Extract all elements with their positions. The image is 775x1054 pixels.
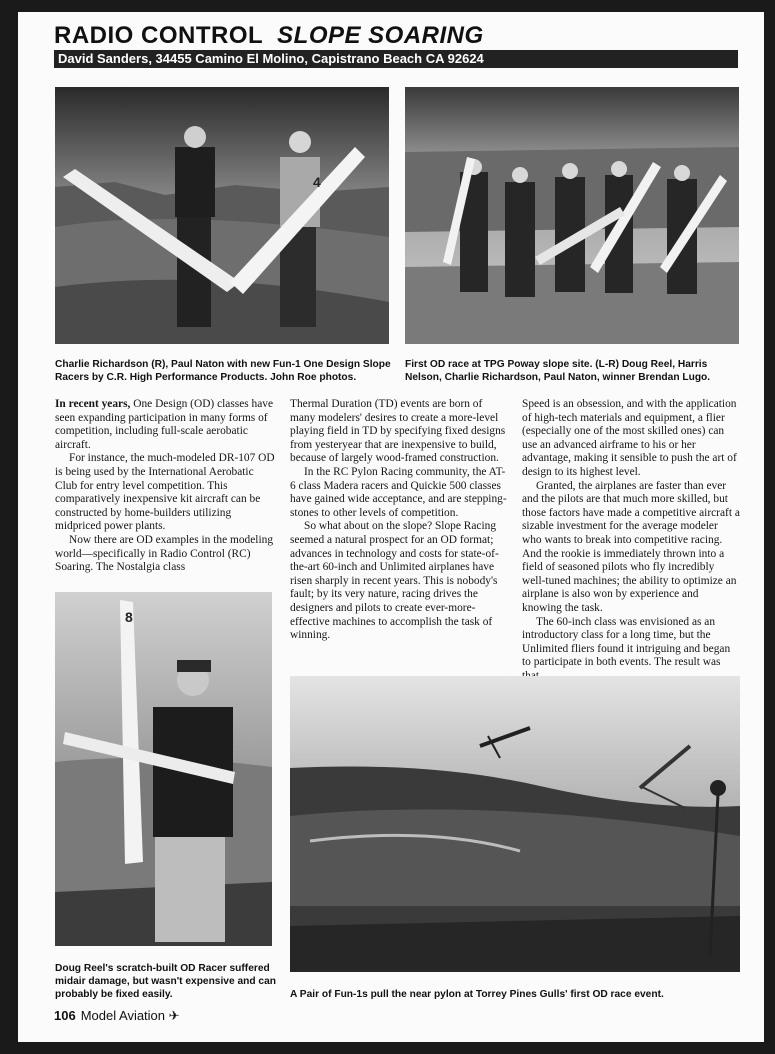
col2-paragraph-3: So what about on the slope? Slope Racing seemed a natural prospect for an OD format; advances in technology and costs for state-of-the-art 60-inch and Unlimited airplanes have risen sharply in recent years. This is nobody's fault; by its very nature, racing drives the designers and pilots to create ever-more-effective machines to accomplish the task of winning.	[290, 520, 499, 642]
col2-paragraph-1: Thermal Duration (TD) events are born of many modelers' desires to create a more-level playing field in TD by specifying fixed designs from yesteryear that are inexpensive to build, because of largely wood-framed construction.	[290, 398, 506, 465]
wing-number-8: 8	[125, 609, 133, 625]
photo-fun1-near-pylon	[290, 676, 740, 972]
photo-pilots-with-gliders	[55, 87, 389, 344]
article-lead-in: In recent years,	[55, 398, 131, 410]
photo-od-racer	[55, 592, 272, 946]
caption-photo-4: A Pair of Fun-1s pull the near pylon at Torrey Pines Gulls' first OD race event.	[290, 989, 664, 1000]
col3-paragraph-2: Granted, the airplanes are faster than ever and the pilots are that much more skilled, but those factors have made a competitive aircraft a sizable investment for the average modeler who wants to break into competitive racing. And the rookie is immediately thrown into a field of seasoned pilots who fly incredibly well-tuned machines; the ability to optimize an airplane is also won by experience and knowing the task.	[522, 479, 740, 614]
article-column-2	[290, 398, 508, 643]
title-part1: RADIO CONTROL	[54, 22, 264, 49]
col1-paragraph-3: Now there are OD examples in the modeling world—specifically in Radio Control (RC) Soaring. The Nostalgia class	[55, 533, 274, 574]
photo-1-image	[55, 87, 389, 344]
photo-3-image	[55, 592, 272, 946]
page-number: 106	[54, 1008, 76, 1023]
photo-group-at-slope-site	[405, 87, 739, 344]
caption-photo-1: Charlie Richardson (R), Paul Naton with new Fun-1 One Design Slope Racers by C.R. High Performance Products. John Roe photos.	[55, 359, 391, 383]
photo-2-image	[405, 87, 739, 344]
airplane-icon: ✈	[168, 1008, 180, 1023]
page-title	[54, 22, 484, 50]
article-column-3	[522, 398, 740, 683]
article-column-1	[55, 398, 277, 575]
caption-photo-2: First OD race at TPG Poway slope site. (L-R) Doug Reel, Harris Nelson, Charlie Richardson, Paul Naton, winner Brendan Lugo.	[405, 359, 711, 383]
magazine-page	[18, 12, 764, 1042]
photo-4-image	[290, 676, 740, 972]
col1-paragraph-2: For instance, the much-modeled DR-107 OD is being used by the International Aerobatic Club for entry level competition. This comparatively inexpensive kit aircraft can be constructed by home-builders utilizing midpriced power plants.	[55, 452, 275, 533]
col3-paragraph-1: Speed is an obsession, and with the application of high-tech materials and equipment, a flier (especially one of the most skilled ones) can use an advanced airframe to his or her advantage, making it sensible to push the art of design to its highest level.	[522, 398, 737, 478]
title-part2: SLOPE SOARING	[277, 22, 484, 49]
caption-photo-3: Doug Reel's scratch-built OD Racer suffered midair damage, but wasn't expensive and can probably be fixed easily.	[55, 963, 276, 1000]
magazine-name: Model Aviation	[80, 1008, 166, 1023]
col1-paragraph-1	[55, 398, 277, 452]
author-byline: David Sanders, 34455 Camino El Molino, Capistrano Beach CA 92624	[54, 50, 738, 68]
col1-p1-text: One Design (OD) classes have seen expanding participation in many forms of competition, including full-scale aerobatic aircraft.	[55, 398, 274, 451]
wing-number-4: 4	[313, 174, 321, 190]
col3-paragraph-3: The 60-inch class was envisioned as an introductory class for a long time, but the Unlimited fliers found it intriguing and began to participate in both events. The result was	[522, 615, 731, 669]
page-footer	[54, 1008, 180, 1024]
col2-paragraph-2: In the RC Pylon Racing community, the AT-6 class Madera racers and Quickie 500 classes have gained wide acceptance, and are stepping-stones to other levels of competition.	[290, 465, 507, 519]
